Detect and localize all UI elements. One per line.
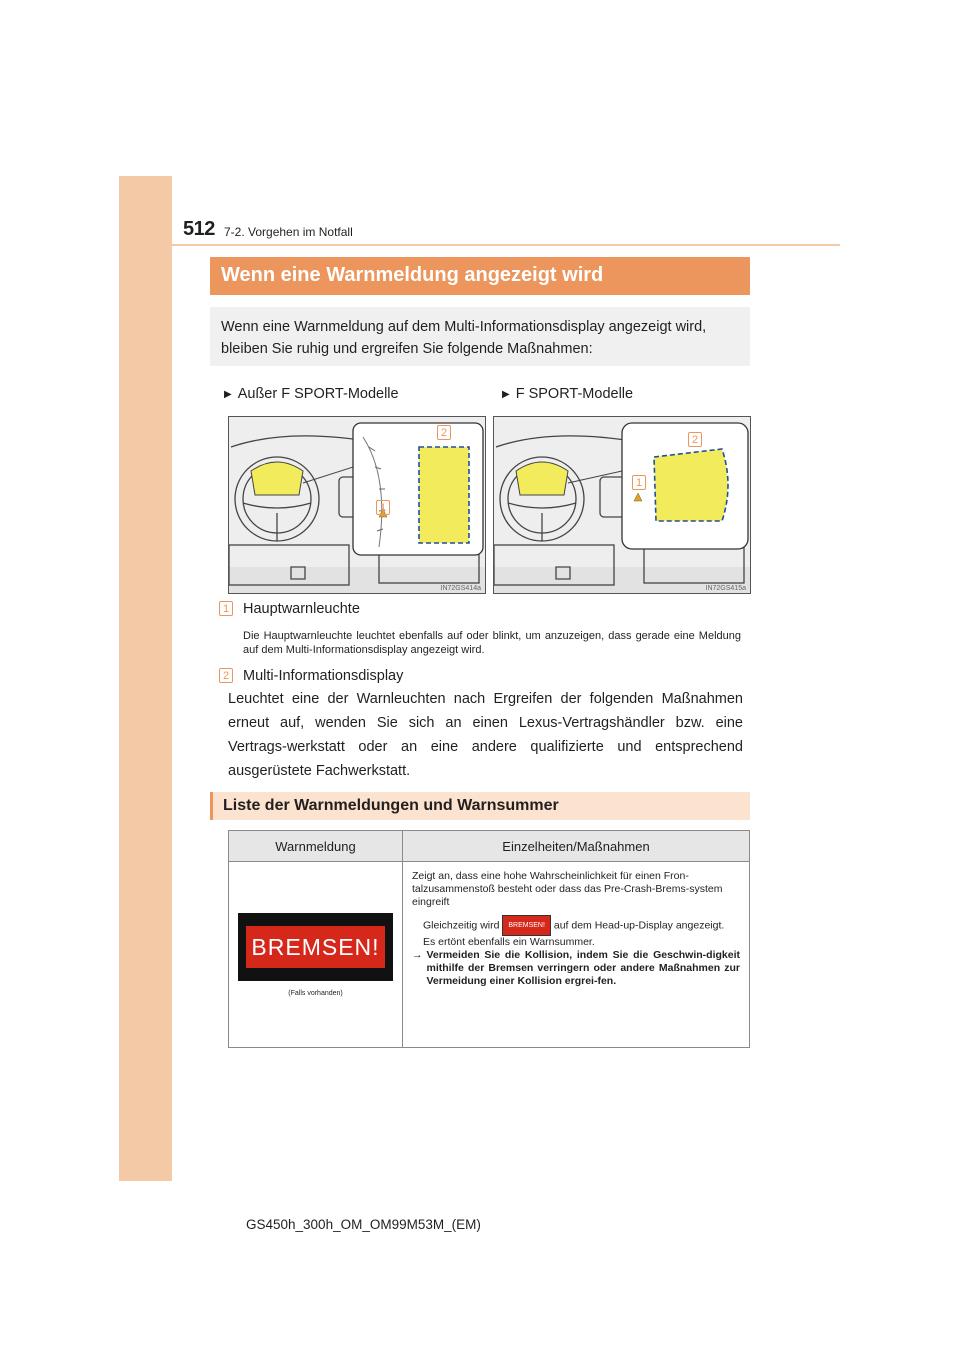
details-cell — [403, 862, 750, 1048]
callout-marker-2: 2 — [688, 432, 702, 447]
variant-label-standard: ▶ Außer F SPORT-Modelle — [224, 386, 399, 402]
warning-message-text: BREMSEN! — [246, 926, 385, 968]
column-header: Einzelheiten/Maßnahmen — [403, 831, 750, 862]
item-label-multi-info-display: Multi-Informationsdisplay — [243, 668, 404, 684]
table-header-row — [229, 831, 750, 862]
image-code: IN72GS415a — [705, 585, 746, 592]
footer-code: GS450h_300h_OM_OM99M53M_(EM) — [246, 1217, 481, 1232]
item-label-main-warning-light: Hauptwarnleuchte — [243, 601, 360, 617]
header-rule — [172, 244, 840, 246]
table-row — [229, 862, 750, 1048]
action-line — [412, 949, 740, 988]
item-number-2: 2 — [219, 668, 233, 683]
warning-table — [228, 830, 750, 1048]
warning-message-display — [238, 913, 393, 981]
availability-note: (Falls vorhanden) — [288, 989, 343, 997]
variant-label-fsport: ▶ F SPORT-Modelle — [502, 386, 634, 402]
item-note: Die Hauptwarnleuchte leuchtet ebenfalls auf oder blinkt, um anzuzeigen, dass gerade eine Meldung auf dem Multi-Informationsdisplay angezeigt wird. — [243, 630, 741, 656]
warning-message-cell — [229, 862, 403, 1048]
action-text: Vermeiden Sie die Kollision, indem Sie die Geschwin-digkeit mithilfe der Bremsen verringern oder andere Maßnahmen zur Vermeidung einer Kollision ergrei-fen. — [426, 949, 740, 987]
detail-buzzer: Es ertönt ebenfalls ein Warnsummer. — [423, 936, 595, 948]
column-header: Warnmeldung — [229, 831, 403, 862]
detail-hud-line: Gleichzeitig wird BREMSEN! auf dem Head-up-Display angezeigt. — [412, 915, 740, 936]
image-code: IN72GS414a — [440, 585, 481, 592]
callout-marker-1: 1 — [632, 475, 646, 490]
section-banner: Wenn eine Warnmeldung angezeigt wird — [210, 257, 750, 295]
brake-warning-badge: BREMSEN! — [502, 915, 551, 936]
figure-fsport — [493, 416, 751, 594]
page-number: 512 — [183, 218, 215, 240]
dashboard-illustration — [494, 417, 750, 593]
detail-intro: Zeigt an, dass eine hohe Wahrscheinlichkeit für einen Fron-talzusammenstoß besteht oder dass das Pre-Crash-Brems-system eingreift — [412, 870, 723, 908]
side-tab — [119, 176, 172, 1181]
triangle-bullet-icon: ▶ — [502, 389, 510, 400]
arrow-icon: → — [412, 949, 423, 961]
body-paragraph: Leuchtet eine der Warnleuchten nach Ergreifen der folgenden Maßnahmen erneut auf, wenden Sie sich an einen Lexus-Vertragshändler bzw. eine Vertrags-werkstatt oder an eine andere qualifizierte und entsprechend ausgerüstete Fachwerkstatt. — [228, 691, 743, 779]
callout-marker-1: 1 — [376, 500, 390, 515]
list-banner: Liste der Warnmeldungen und Warnsummer — [210, 792, 750, 820]
dashboard-illustration — [229, 417, 485, 593]
figure-standard — [228, 416, 486, 594]
triangle-bullet-icon: ▶ — [224, 389, 232, 400]
callout-marker-2: 2 — [437, 425, 451, 440]
intro-box: Wenn eine Warnmeldung auf dem Multi-Informationsdisplay angezeigt wird, bleiben Sie ruhig und ergreifen Sie folgende Maßnahmen: — [210, 307, 750, 366]
item-number-1: 1 — [219, 601, 233, 616]
section-title: 7-2. Vorgehen im Notfall — [224, 225, 353, 239]
